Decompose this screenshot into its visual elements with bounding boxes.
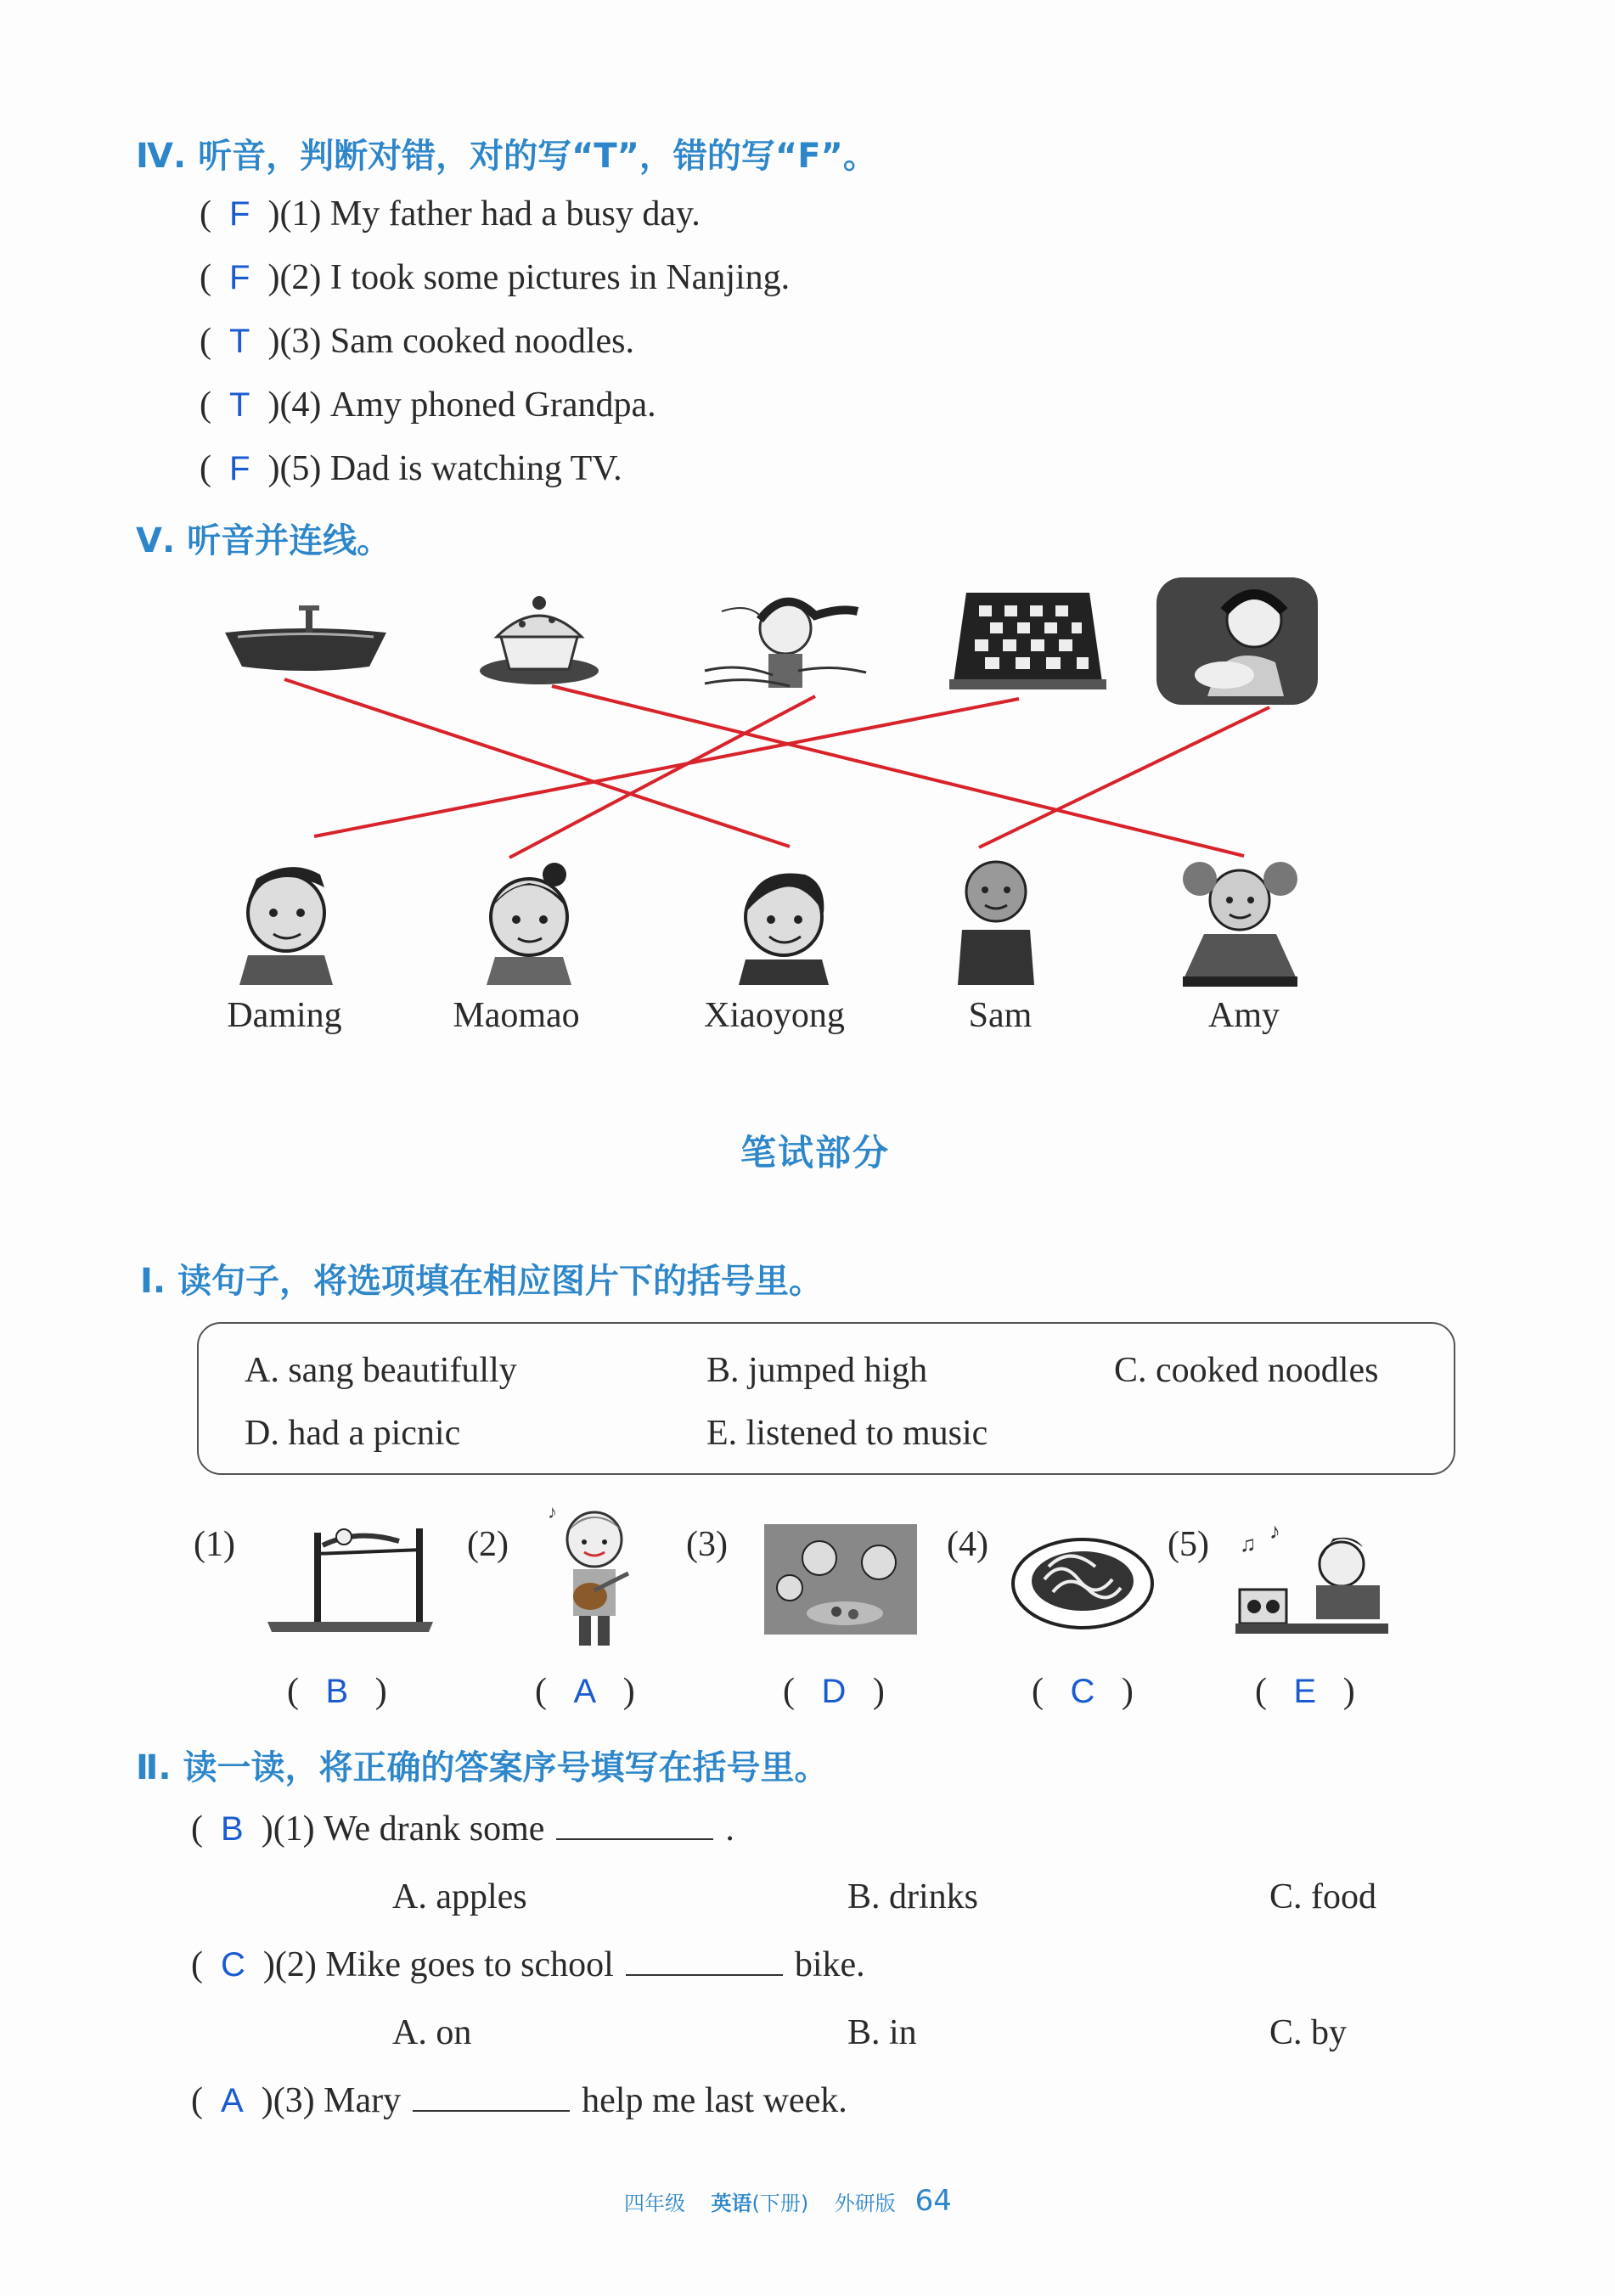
name-maomao: Maomao	[453, 996, 580, 1035]
tf-item-4: ( T )(4) Amy phoned Grandpa.	[200, 385, 656, 425]
match-line-girl-maomao	[509, 696, 815, 858]
mc-answer-3[interactable]: A	[221, 2082, 244, 2119]
name-sam: Sam	[968, 996, 1033, 1035]
tf-item-1: ( F )(1) My father had a busy day.	[200, 194, 701, 234]
pic-answer-3: ( D )	[783, 1672, 885, 1711]
footer-subject: 英语	[711, 2192, 752, 2215]
written-2-heading: Ⅱ. 读一读，将正确的答案序号填写在括号里。	[136, 1748, 829, 1787]
maomao-figure	[465, 853, 593, 985]
boy-guitar-icon	[543, 1501, 645, 1650]
section-5-heading: Ⅴ. 听音并连线。	[136, 521, 391, 560]
pic-num-4: (4)	[947, 1525, 988, 1564]
svg-text:♪: ♪	[548, 1501, 557, 1522]
option-a: A. sang beautifully	[245, 1351, 517, 1390]
q2-option-c: C. by	[1269, 2013, 1348, 2052]
pic-num-3: (3)	[686, 1525, 728, 1564]
option-e: E. listened to music	[706, 1414, 988, 1453]
pic-num-1: (1)	[194, 1525, 235, 1564]
tf-item-2: ( F )(2) I took some pictures in Nanjing.	[200, 258, 791, 297]
q1-option-a: A. apples	[392, 1877, 527, 1916]
option-c: C. cooked noodles	[1114, 1351, 1379, 1390]
page-number: 64	[914, 2184, 952, 2218]
q1-option-c: C. food	[1269, 1877, 1376, 1916]
name-daming: Daming	[227, 996, 342, 1035]
name-amy: Amy	[1208, 996, 1280, 1035]
q2-option-a: A. on	[392, 2013, 472, 2052]
blank-3[interactable]	[413, 2083, 570, 2112]
q2-option-b: B. in	[847, 2013, 917, 2052]
tf-item-5: ( F )(5) Dad is watching TV.	[200, 449, 622, 488]
music-radio-icon	[1235, 1513, 1388, 1636]
match-line-boat-xiaoyong	[284, 679, 790, 847]
written-part-title: 笔试部分	[740, 1132, 891, 1173]
tf-item-3: ( T )(3) Sam cooked noodles.	[200, 322, 635, 361]
mc-question-2: ( C )(2) Mike goes to school bike.	[191, 1945, 865, 1984]
noodles-icon	[1010, 1520, 1155, 1630]
mc-question-1: ( B )(1) We drank some .	[191, 1809, 734, 1849]
daming-figure	[222, 853, 350, 985]
section-4-heading: Ⅳ. 听音，判断对错，对的写“T”，错的写“F”。	[136, 137, 877, 176]
mc-answer-2[interactable]: C	[221, 1946, 245, 1984]
tf-answer-1[interactable]: F	[229, 195, 250, 233]
sam-figure	[949, 849, 1043, 985]
tf-answer-2[interactable]: F	[229, 259, 250, 296]
svg-text:♪: ♪	[1269, 1519, 1280, 1544]
amy-figure	[1170, 853, 1310, 989]
mc-answer-1[interactable]: B	[221, 1810, 244, 1848]
option-d: D. had a picnic	[245, 1414, 461, 1453]
footer-volume: (下册)	[751, 2192, 809, 2215]
name-xiaoyong: Xiaoyong	[704, 996, 845, 1035]
q1-option-b: B. drinks	[847, 1877, 979, 1916]
match-line-chess-daming	[314, 699, 1019, 836]
pic-answer-1: ( B )	[287, 1672, 387, 1711]
high-jump-icon	[263, 1511, 437, 1635]
tf-answer-3[interactable]: T	[229, 323, 250, 360]
pic-num-5: (5)	[1168, 1525, 1209, 1564]
pic-answer-2: ( A )	[535, 1672, 635, 1711]
blank-1[interactable]	[556, 1811, 713, 1840]
option-b: B. jumped high	[706, 1351, 928, 1390]
pic-answer-5: ( E )	[1255, 1672, 1355, 1711]
pic-num-2: (2)	[467, 1525, 509, 1564]
tf-answer-5[interactable]: F	[229, 450, 250, 487]
page-footer	[624, 2184, 952, 2218]
written-1-heading: Ⅰ. 读句子，将选项填在相应图片下的括号里。	[140, 1262, 824, 1301]
pic-answer-4: ( C )	[1032, 1672, 1134, 1711]
mc-question-3: ( A )(3) Mary help me last week.	[191, 2081, 847, 2120]
svg-text:♫: ♫	[1240, 1532, 1257, 1556]
blank-2[interactable]	[626, 1947, 783, 1976]
footer-publisher: 外研版	[834, 2192, 896, 2215]
xiaoyong-figure	[720, 853, 847, 985]
footer-grade: 四年级	[624, 2192, 685, 2215]
picnic-icon	[764, 1524, 917, 1635]
tf-answer-4[interactable]: T	[229, 386, 250, 424]
